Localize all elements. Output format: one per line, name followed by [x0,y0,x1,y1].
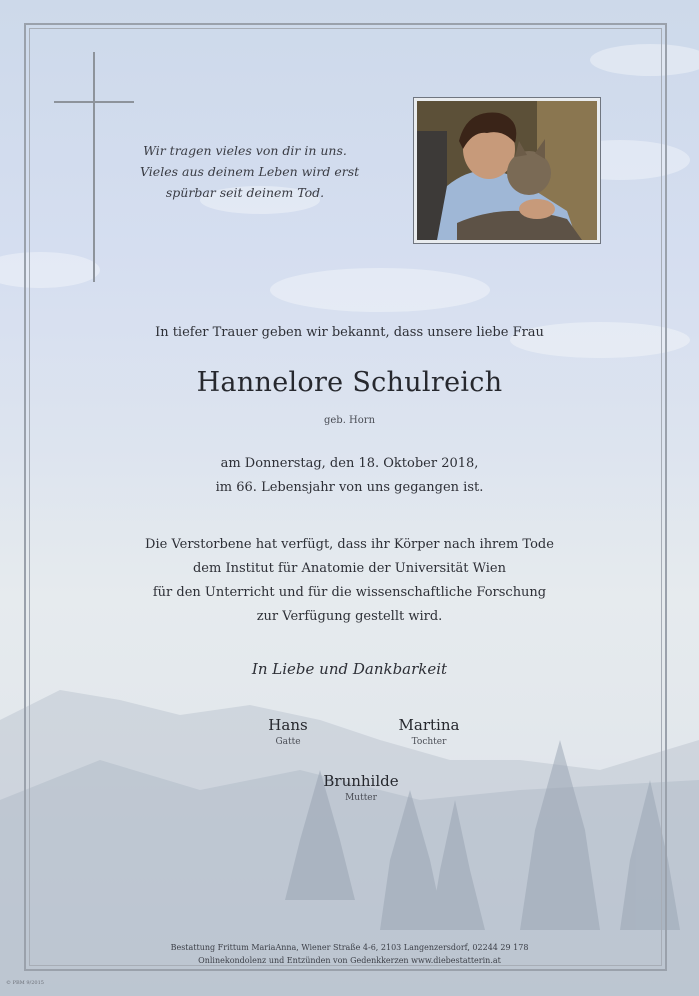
quote-line: spürbar seit deinem Tod. [165,185,325,200]
footer-line: Bestattung Frittum MariaAnna, Wiener Straße 4-6, 2103 Langenzersdorf, 02244 29 178 [170,943,529,952]
copyright-mark: © PBM 9/2015 [6,980,44,986]
note-line: zur Verfügung gestellt wird. [256,609,443,624]
date-line: am Donnerstag, den 18. Oktober 2018, [220,456,479,471]
relative-mother [301,772,421,803]
announcement-intro: In tiefer Trauer geben wir bekannt, dass unsere liebe Frau [155,325,544,340]
relative-role: Tochter [411,737,447,747]
portrait-photo [413,97,601,244]
quote-line: Wir tragen vieles von dir in uns. [143,143,347,158]
relative-husband [228,716,348,747]
deceased-name: Hannelore Schulreich [196,367,503,398]
relative-role: Mutter [345,793,377,803]
closing-phrase: In Liebe und Dankbarkeit [251,660,448,678]
quote-line: Vieles aus deinem Leben wird erst [140,164,360,179]
memorial-quote [140,140,360,203]
note-line: Die Verstorbene hat verfügt, dass ihr Körper nach ihrem Tode [145,537,554,552]
note-line: dem Institut für Anatomie der Universität Wien [192,561,506,576]
relative-name: Brunhilde [323,772,399,790]
footer-line: Onlinekondolenz und Entzünden von Gedenkkerzen www.diebestatterin.at [198,956,501,965]
cross-icon-bar [54,101,134,103]
funeral-home-footer [0,941,699,967]
relative-role: Gatte [275,737,301,747]
relative-name: Martina [398,716,460,734]
relative-daughter [369,716,489,747]
death-date-block [0,452,699,500]
maiden-name: geb. Horn [323,415,376,426]
cross-icon [93,52,95,282]
relative-name: Hans [268,716,308,734]
photo-woman-with-cat [417,101,597,240]
note-line: für den Unterricht und für die wissenschaftliche Forschung [152,585,547,600]
body-donation-note [0,533,699,629]
date-line: im 66. Lebensjahr von uns gegangen ist. [215,480,484,495]
